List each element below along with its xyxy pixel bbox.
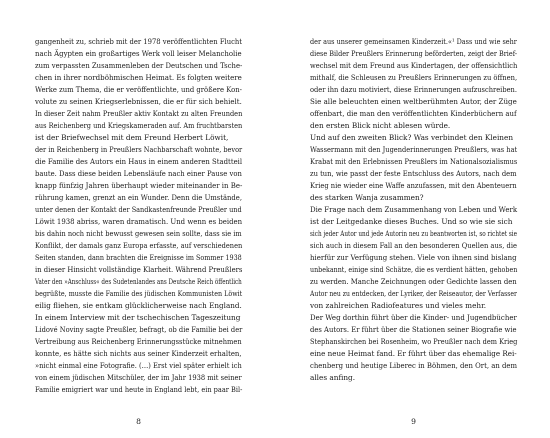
text-line: rührung kamen, grenzt an ein Wunder. Denn die Umstände, [35,193,242,202]
text-line: sich jeder Autor und jede Autorin neu zu beantworten ist, so richtet sie [310,229,517,238]
text-line: alles anfing. [310,373,356,382]
text-line: Familie emigriert war und heute in England lebt, ein paar Bil- [35,385,243,394]
text-line: bis dahin noch nicht bewusst gewesen sein sollte, dass sie im [35,229,242,238]
text-line: des starken Wanja zusammen? [310,193,424,202]
text-line: konnte, es hätte sich nichts aus seiner Kinderzeit erhalten, [35,349,242,358]
text-line: unter denen der Kontakt der Sandkastenfreunde Preußler und [35,205,242,214]
text-line: »nicht einmal eine Fotografie. (…) Erst viel später erhielt ich [35,361,242,370]
text-line: Sie alle beleuchten einen weltberühmten Autor, der Züge [310,97,517,106]
text-line: unbekannt, einige sind Schätze, die es verdient hätten, gehoben [310,265,518,274]
text-line: Der Weg dorthin führt über die Kinder- und Jugendbücher [310,313,517,322]
text-line: Krieg nie wieder eine Waffe anzufassen, mit den Abenteuern [310,181,517,190]
page-number: 9 [411,417,416,426]
text-line: ist der Briefwechsel mit dem Freund Herbert Löwit, [35,133,229,142]
text-line: Löwit 1938 abriss, waren dramatisch. Und wenn es beiden [35,217,243,226]
text-line: In dieser Zeit nahm Preußler aktiv Kontakt zu alten Freunden [35,109,243,118]
text-line: Werke zum Thema, die er veröffentlichte, und größere Kon- [35,85,242,94]
text-line: Wassermann mit den Jugenderinnerungen Preußlers, was hat [310,145,518,154]
text-line: diese Bilder Preußlers Erinnerung beförderten, zeigt der Brief- [310,49,518,58]
text-line: Und auf den zweiten Blick? Was verbindet den Kleinen [310,133,514,142]
page-number: 8 [136,417,141,426]
text-line: von zahlreichen Radiofeatures und vieles mehr. [310,301,487,310]
right-page-text [310,36,517,384]
text-line: Seiten standen, dann brachten die Ereignisse im Sommer 1938 [35,253,242,262]
text-line: baute. Dass diese beiden Lebensläufe nach einer Pause von [35,169,242,178]
text-line: in dieser Hinsicht vollständige Klarheit. Während Preußlers [35,265,243,274]
text-line: offenbart, die man den veröffentlichten Kinderbüchern auf [310,109,517,118]
text-line: des Autors. Er führt über die Stationen seiner Biografie wie [310,325,517,334]
text-line: begrüßte, musste die Familie des jüdischen Kommunisten Löwit [35,289,243,298]
text-line: Die Frage nach dem Zusammenhang von Leben und Werk [310,205,518,214]
text-line: der in Reichenberg in Preußlers Nachbarschaft wohnte, bevor [35,145,243,154]
text-line: hierfür zur Verfügung stehen. Viele von ihnen sind bislang [310,253,517,262]
text-line: Krabat mit den Erlebnissen Preußlers im Nationalsozialismus [310,157,518,166]
text-line: Vater den »Anschluss« des Sudetenlandes ans Deutsche Reich öffentlich [35,277,242,286]
text-line: sich auch in diesem Fall an den besonderen Quellen aus, die [310,241,518,250]
text-line: die Familie des Autors ein Haus in einem anderen Stadtteil [35,157,243,166]
text-line: chenberg und heutige Liberec in Böhmen, den Ort, an dem [310,361,518,370]
text-line: ist der Leitgedanke dieses Buches. Und so wie sie sich [310,217,513,226]
text-line: Autor neu zu entdecken, der Lyriker, der Reiseautor, der Verfasser [310,289,517,298]
text-line: chen in ihrer nordböhmischen Heimat. Es folgten weitere [35,73,242,82]
text-line: Konflikt, der damals ganz Europa erfasste, auf verschiedenen [35,241,243,250]
text-line: Stephanskirchen bei Rosenheim, wo Preußler nach dem Krieg [310,337,518,346]
text-line: mithalf, die Schleusen zu Preußlers Erinnerungen zu öffnen, [310,73,518,82]
text-line: wechsel mit dem Freund aus Kindertagen, der offensichtlich [310,61,518,70]
text-line: aus Reichenberg und Kriegskameraden auf. Am fruchtbarsten [35,121,243,130]
text-line: knapp fünfzig Jahren überhaupt wieder miteinander in Be- [35,181,243,190]
text-line: der aus unserer gemeinsamen Kinderzeit.«¹ Dass und wie sehr [310,37,517,46]
text-line: eilig fliehen, sie entkam glücklicherweise nach England. [35,301,242,310]
text-line: nach Ägypten ein großartiges Werk voll leiser Melancholie [35,49,242,58]
left-page-text [35,36,242,396]
text-line: zum verpassten Zusammenleben der Deutschen und Tsche- [35,61,243,70]
text-line: zu werden. Manche Zeichnungen oder Gedichte lassen den [310,277,517,286]
text-line: oder ihn dazu motiviert, diese Erinnerungen aufzuschreiben. [310,85,517,94]
right-page [275,0,550,438]
text-line: zu tun, wie passt der feste Entschluss des Autors, nach dem [310,169,517,178]
text-line: gangenheit zu, schrieb mit der 1978 veröffentlichten Flucht [35,37,243,46]
text-line: In einem Interview mit der tschechischen Tageszeitung [35,313,241,322]
text-line: volute zu seinen Kriegserlebnissen, die er für sich behielt. [35,97,242,106]
text-line: Lidové Noviny sagte Preußler, befragt, ob die Familie bei der [35,325,243,334]
text-line: eine neue Heimat fand. Er führt über das ehemalige Rei- [310,349,517,358]
text-line: von einem jüdischen Mitschüler, der im Jahr 1938 mit seiner [35,373,242,382]
text-line: den ersten Blick nicht ablesen würde. [310,121,451,130]
text-line: Vertreibung aus Reichenberg Erinnerungsstücke mitnehmen [35,337,242,346]
